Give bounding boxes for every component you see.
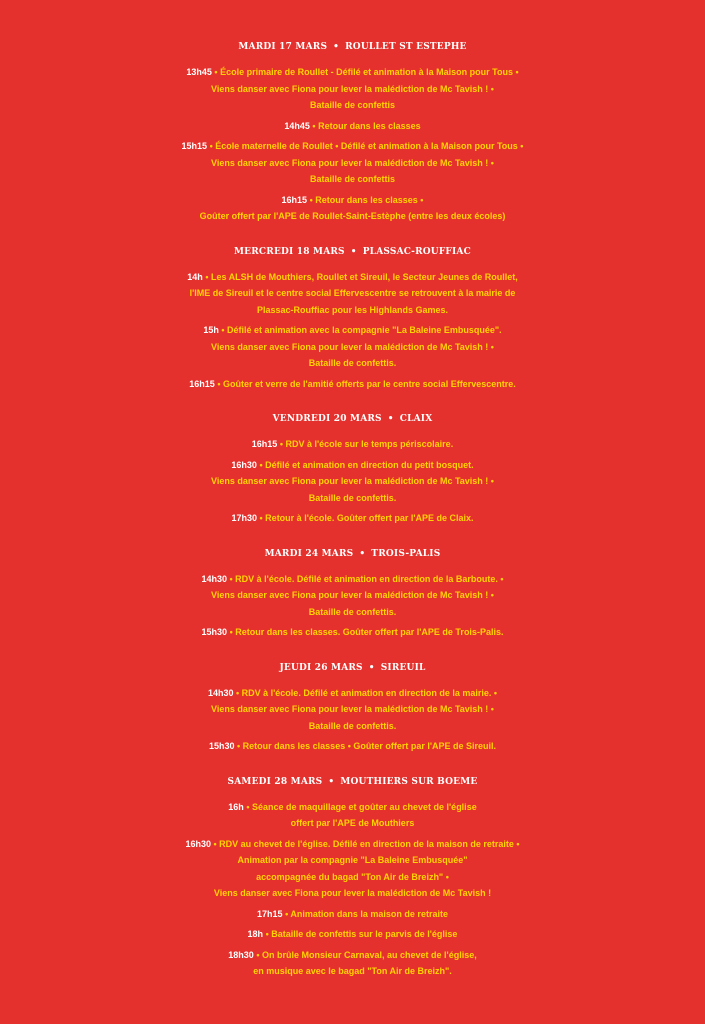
entry-line <box>0 208 705 225</box>
entry-text: • Les ALSH de Mouthiers, Roullet et Sireuil, le Secteur Jeunes de Roullet, <box>205 271 518 282</box>
entry-line <box>0 836 705 853</box>
entry-time: 15h30 <box>201 627 228 637</box>
entry-line <box>0 155 705 172</box>
day-section <box>0 653 705 755</box>
schedule-entry <box>0 836 705 902</box>
entry-line <box>0 685 705 702</box>
entry-line <box>0 604 705 621</box>
entry-line <box>0 436 705 453</box>
entry-line <box>0 571 705 588</box>
schedule-entry <box>0 322 705 372</box>
entry-text: • Retour à l'école. Goûter offert par l'APE de Claix. <box>259 513 474 523</box>
schedule-entry <box>0 926 705 943</box>
entry-time: 15h15 <box>181 141 208 151</box>
entry-text: • On brûle Monsieur Carnaval, au chevet de l'église, <box>256 949 477 960</box>
entry-line <box>0 926 705 943</box>
entry-line <box>0 510 705 527</box>
day-date: JEUDI 26 MARS <box>279 662 363 673</box>
entry-line <box>0 269 705 286</box>
schedule-entry <box>0 192 705 225</box>
entry-text: l'IME de Sireuil et le centre social Effervescentre se retrouvent à la mairie de <box>189 288 516 298</box>
entry-line <box>0 885 705 902</box>
entry-line <box>0 322 705 339</box>
day-title <box>0 767 705 797</box>
schedule-entry <box>0 510 705 527</box>
day-title <box>0 539 705 569</box>
entry-text: • École maternelle de Roullet • Défilé et animation à la Maison pour Tous • <box>209 141 524 151</box>
schedule-entry <box>0 376 705 393</box>
entry-line <box>0 302 705 319</box>
entry-text: Viens danser avec Fiona pour lever la malédiction de Mc Tavish ! • <box>211 590 494 600</box>
entry-line <box>0 473 705 490</box>
day-place: CLAIX <box>399 414 433 424</box>
entry-text: Viens danser avec Fiona pour lever la malédiction de Mc Tavish ! <box>213 888 492 898</box>
schedule-entry <box>0 138 705 188</box>
title-separator: • <box>350 246 357 257</box>
entry-line <box>0 852 705 869</box>
day-place: SIREUIL <box>380 662 426 673</box>
entry-time: 18h30 <box>228 949 254 960</box>
schedule-entry <box>0 624 705 641</box>
entry-line <box>0 376 705 393</box>
entry-line <box>0 587 705 604</box>
day-title <box>0 237 705 267</box>
entry-line <box>0 701 705 718</box>
entry-line <box>0 192 705 209</box>
entry-line <box>0 355 705 372</box>
entry-text: accompagnée du bagad "Ton Air de Breizh" • <box>256 871 449 882</box>
entry-line <box>0 118 705 135</box>
entry-time: 15h <box>203 325 219 335</box>
entry-text: • Bataille de confettis sur le parvis de l'église <box>265 929 458 939</box>
entry-line <box>0 799 705 816</box>
entry-time: 13h45 <box>186 67 212 77</box>
entry-text: • RDV à l'école. Défilé et animation en direction de la mairie. • <box>236 687 498 698</box>
entry-line <box>0 624 705 641</box>
entry-text: • RDV au chevet de l'église. Défilé en direction de la maison de retraite • <box>213 838 520 849</box>
entry-line <box>0 738 705 755</box>
entry-line <box>0 171 705 188</box>
day-place: TROIS-PALIS <box>371 548 441 559</box>
entry-text: • Défilé et animation en direction du petit bosquet. <box>259 459 474 470</box>
entry-text: • Retour dans les classes • Goûter offert par l'APE de Sireuil. <box>237 741 497 751</box>
entry-text: • Défilé et animation avec la compagnie "La Baleine Embusquée". <box>221 325 502 335</box>
entry-text: Bataille de confettis. <box>308 358 397 368</box>
entry-text: • École primaire de Roullet - Défilé et animation à la Maison pour Tous • <box>214 67 519 77</box>
schedule-entry <box>0 64 705 114</box>
entry-time: 16h15 <box>189 378 215 389</box>
entry-line <box>0 869 705 886</box>
day-title <box>0 404 705 434</box>
entry-text: Goûter offert par l'APE de Roullet-Saint-Estèphe (entre les deux écoles) <box>199 211 506 221</box>
entry-text: Bataille de confettis <box>309 174 396 184</box>
entry-line <box>0 97 705 114</box>
schedule-entry <box>0 269 705 319</box>
entry-text: Viens danser avec Fiona pour lever la malédiction de Mc Tavish ! • <box>211 704 494 714</box>
entry-text: • Goûter et verre de l'amitié offerts par le centre social Effervescentre. <box>217 378 516 389</box>
day-place: MOUTHIERS SUR BOEME <box>340 776 478 787</box>
entry-time: 16h15 <box>281 194 308 205</box>
entry-text: Plassac-Rouffiac pour les Highlands Games. <box>256 304 449 315</box>
entry-line <box>0 947 705 964</box>
schedule-entry <box>0 118 705 135</box>
schedule-entry <box>0 436 705 453</box>
entry-text: • Animation dans la maison de retraite <box>285 908 448 919</box>
entry-line <box>0 457 705 474</box>
entry-line <box>0 490 705 507</box>
entry-line <box>0 815 705 832</box>
entry-line <box>0 81 705 98</box>
title-separator: • <box>368 662 375 673</box>
day-date: SAMEDI 28 MARS <box>227 776 323 787</box>
schedule-entry <box>0 738 705 755</box>
title-separator: • <box>328 776 335 787</box>
entry-line <box>0 138 705 155</box>
day-section <box>0 32 705 225</box>
entry-line <box>0 64 705 81</box>
schedule-entry <box>0 799 705 832</box>
entry-text: • RDV à l'école. Défilé et animation en direction de la Barboute. • <box>229 573 504 584</box>
entry-time: 16h15 <box>251 439 278 449</box>
entry-text: • Retour dans les classes. Goûter offert par l'APE de Trois-Palis. <box>229 627 504 637</box>
entry-text: Viens danser avec Fiona pour lever la malédiction de Mc Tavish ! • <box>211 83 494 94</box>
title-separator: • <box>359 548 366 559</box>
entry-text: Viens danser avec Fiona pour lever la malédiction de Mc Tavish ! • <box>211 341 494 352</box>
entry-time: 14h30 <box>207 687 234 698</box>
entry-text: • RDV à l'école sur le temps périscolaire. <box>279 439 454 449</box>
entry-text: Viens danser avec Fiona pour lever la malédiction de Mc Tavish ! • <box>211 476 494 486</box>
day-section <box>0 767 705 980</box>
day-title <box>0 653 705 683</box>
entry-line <box>0 906 705 923</box>
schedule-entry <box>0 685 705 735</box>
entry-text: • Retour dans les classes <box>312 120 421 131</box>
schedule-entry <box>0 947 705 980</box>
entry-time: 16h <box>228 801 244 812</box>
entry-text: Bataille de confettis. <box>308 606 397 617</box>
entry-time: 14h <box>187 271 203 282</box>
entry-line <box>0 339 705 356</box>
entry-text: Animation par la compagnie "La Baleine Embusquée" <box>237 855 468 865</box>
entry-time: 17h15 <box>257 908 283 919</box>
entry-line <box>0 285 705 302</box>
entry-time: 17h30 <box>231 513 258 523</box>
entry-line <box>0 963 705 980</box>
entry-text: Bataille de confettis. <box>308 720 397 731</box>
day-title <box>0 32 705 62</box>
entry-time: 16h30 <box>185 838 211 849</box>
day-date: MARDI 24 MARS <box>264 548 354 559</box>
schedule-entry <box>0 906 705 923</box>
day-date: MARDI 17 MARS <box>238 42 328 52</box>
entry-line <box>0 718 705 735</box>
day-section <box>0 539 705 641</box>
title-separator: • <box>333 42 340 52</box>
entry-text: Bataille de confettis. <box>308 492 397 503</box>
entry-text: Bataille de confettis <box>309 100 396 110</box>
entry-time: 14h30 <box>201 573 227 584</box>
day-date: VENDREDI 20 MARS <box>272 414 382 424</box>
schedule-entry <box>0 457 705 507</box>
entry-text: • Retour dans les classes • <box>309 194 424 205</box>
schedule-entry <box>0 571 705 621</box>
entry-time: 14h45 <box>284 120 310 131</box>
entry-time: 15h30 <box>208 741 235 751</box>
entry-text: Viens danser avec Fiona pour lever la malédiction de Mc Tavish ! • <box>211 157 494 168</box>
entry-text: en musique avec le bagad "Ton Air de Breizh". <box>253 966 452 976</box>
day-place: ROULLET ST ESTEPHE <box>345 42 467 52</box>
entry-time: 16h30 <box>231 459 257 470</box>
day-section <box>0 404 705 527</box>
entry-text: offert par l'APE de Mouthiers <box>290 818 415 828</box>
day-date: MERCREDI 18 MARS <box>234 246 345 257</box>
day-section <box>0 237 705 393</box>
entry-text: • Séance de maquillage et goûter au chevet de l'église <box>246 801 477 812</box>
title-separator: • <box>387 414 394 424</box>
day-place: PLASSAC-ROUFFIAC <box>362 246 471 257</box>
entry-time: 18h <box>247 929 264 939</box>
